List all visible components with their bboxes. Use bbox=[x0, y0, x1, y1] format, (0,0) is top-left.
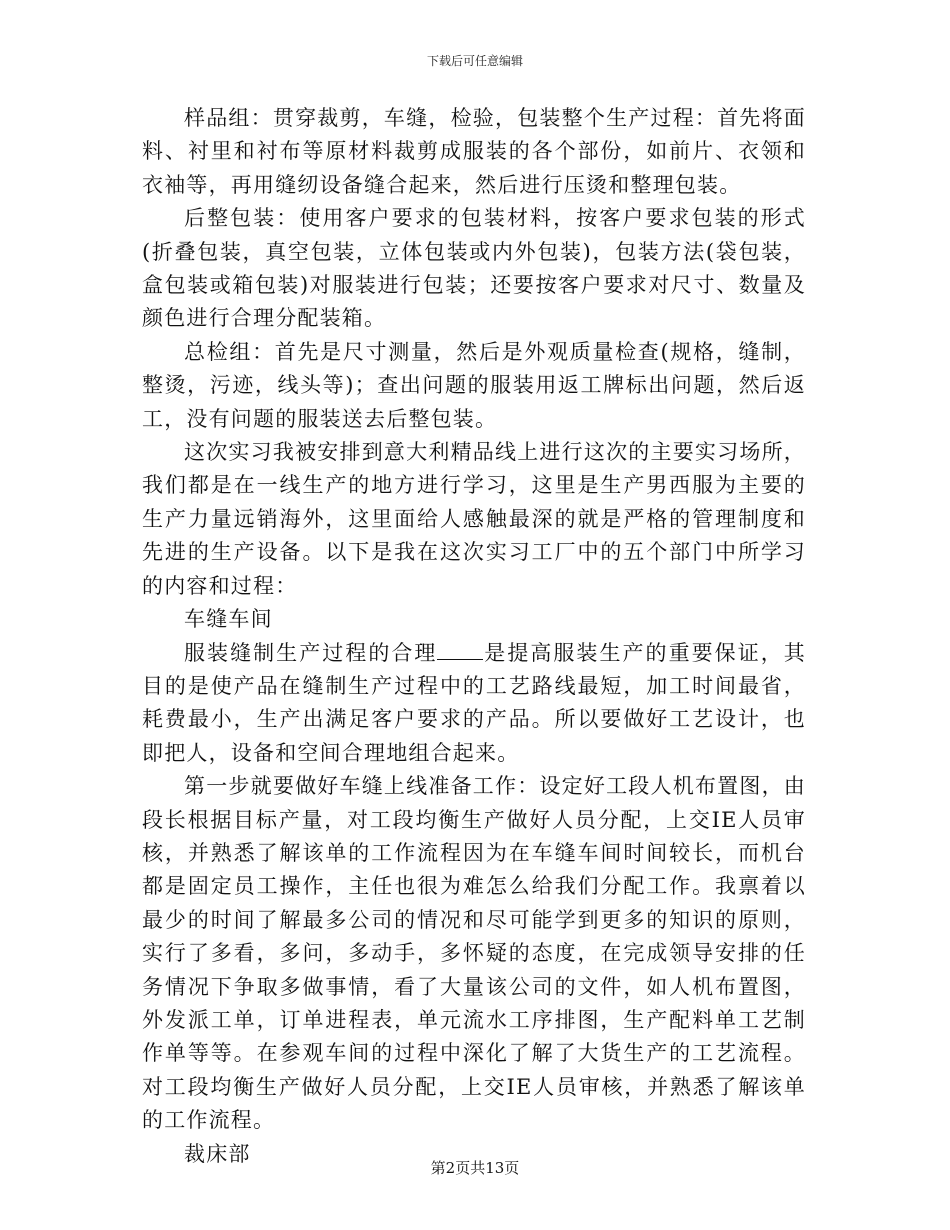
section-heading-cutting-department: 裁床部 bbox=[184, 1141, 251, 1166]
document-body bbox=[142, 102, 806, 1171]
paragraph-final-inspection: 总检组：首先是尺寸测量，然后是外观质量检查(规格，缝制，整烫，污迹，线头等)；查出问题的服装用返工牌标出问题，然后返工，没有问题的服装送去后整包装。 bbox=[142, 339, 806, 431]
page-footer: 第2页共13页 bbox=[430, 1159, 520, 1177]
paragraph-internship-intro: 这次实习我被安排到意大利精品线上进行这次的主要实习场所，我们都是在一线生产的地方进行学习，这里是生产男西服为主要的生产力量远销海外，这里面给人感触最深的就是严格的管理制度和先进的生产设备。以下是我在这次实习工厂中的五个部门中所学习的内容和过程： bbox=[142, 440, 806, 598]
paragraph-sewing-process bbox=[142, 637, 806, 771]
section-heading-sewing-workshop: 车缝车间 bbox=[184, 607, 273, 632]
blank-underline bbox=[437, 639, 483, 660]
paragraph-sample-group: 样品组：贯穿裁剪，车缝，检验，包装整个生产过程：首先将面料、衬里和衬布等原材料裁剪成服装的各个部份，如前片、衣领和衣袖等，再用缝纫设备缝合起来，然后进行压烫和整理包装。 bbox=[142, 106, 806, 197]
paragraph-sewing-process-start: 服装缝制生产过程的合理 bbox=[184, 640, 438, 665]
page-header: 下载后可任意编辑 bbox=[426, 54, 523, 68]
paragraph-sewing-process-rest: 是提高服装生产的重要保证，其目的是使产品在缝制生产过程中的工艺路线最短，加工时间最省，耗费最小，生产出满足客户要求的产品。所以要做好工艺设计，也即把人，设备和空间合理地组合起来。 bbox=[142, 640, 806, 765]
paragraph-post-packaging: 后整包装：使用客户要求的包装材料，按客户要求包装的形式(折叠包装，真空包装，立体包装或内外包装)，包装方法(袋包装，盒包装或箱包装)对服装进行包装；还要按客户要求对尺寸、数量及颜色进行合理分配装箱。 bbox=[142, 206, 806, 331]
paragraph-first-step: 第一步就要做好车缝上线准备工作：设定好工段人机布置图，由段长根据目标产量，对工段均衡生产做好人员分配，上交IE人员审核，并熟悉了解该单的工作流程因为在车缝车间时间较长，而机台都是固定员工操作，主任也很为难怎么给我们分配工作。我禀着以最少的时间了解最多公司的情况和尽可能学到更多的知识的原则，实行了多看，多问，多动手，多怀疑的态度，在完成领导安排的任务情况下争取多做事情，看了大量该公司的文件，如人机布置图，外发派工单，订单进程表，单元流水工序排图，生产配料单工艺制作单等等。在参观车间的过程中深化了解了大货生产的工艺流程。对工段均衡生产做好人员分配，上交IE人员审核，并熟悉了解该单的工作流程。 bbox=[142, 774, 806, 1133]
